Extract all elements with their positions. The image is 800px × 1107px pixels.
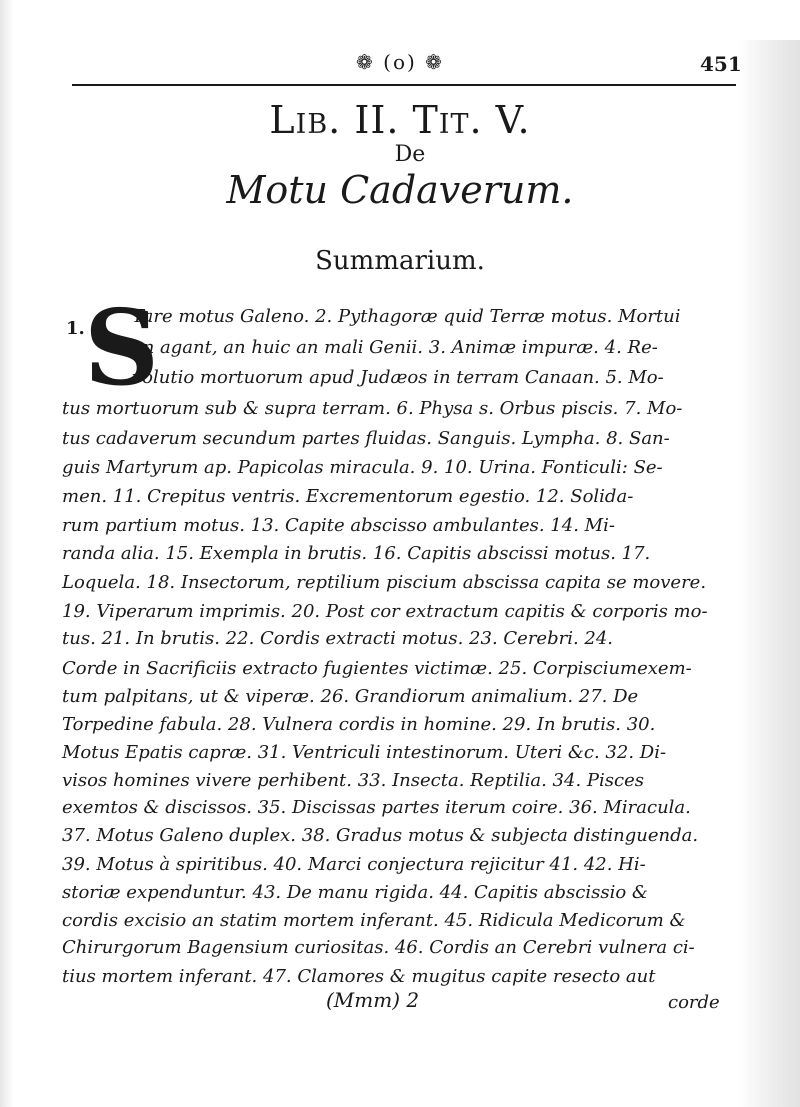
text-line: an agant, an huic an mali Genii. 3. Animæ impuræ. 4. Re-: [132, 337, 658, 358]
text-line: 37. Motus Galeno duplex. 38. Gradus motus & subjecta distinguenda.: [62, 825, 699, 846]
header-ornament: ❁ (o) ❁: [356, 50, 444, 74]
section-title: Lib. II. Tit. V.: [269, 98, 531, 142]
first-item-number: 1.: [66, 318, 85, 339]
page-number: 451: [700, 52, 742, 76]
text-line: 39. Motus à spiritibus. 40. Marci conjectura rejicitur 41. 42. Hi-: [62, 854, 646, 875]
text-line: randa alia. 15. Exempla in brutis. 16. Capitis abscissi motus. 17.: [62, 543, 651, 564]
text-line: tius mortem inferant. 47. Clamores & mugitus capite resecto aut: [62, 966, 656, 987]
text-line: Motus Epatis capræ. 31. Ventriculi intestinorum. Uteri &c. 32. Di-: [62, 742, 667, 763]
text-line: volutio mortuorum apud Judæos in terram Canaan. 5. Mo-: [132, 367, 664, 388]
header-rule: [72, 84, 736, 86]
text-line: 19. Viperarum imprimis. 20. Post cor extractum capitis & corporis mo-: [62, 601, 708, 622]
page-edge-shadow: [738, 40, 800, 1107]
page-binding-shadow: [0, 0, 14, 1107]
text-line: Loquela. 18. Insectorum, reptilium piscium abscissa capita se movere.: [62, 572, 707, 593]
text-line: tum palpitans, ut & viperæ. 26. Grandiorum animalium. 27. De: [62, 686, 639, 707]
drop-cap: S: [84, 286, 160, 409]
text-line: cordis excisio an statim mortem inferant. 45. Ridicula Medicorum &: [62, 910, 686, 931]
text-line: tus. 21. In brutis. 22. Cordis extracti motus. 23. Cerebri. 24.: [62, 628, 614, 649]
catchword: corde: [668, 992, 720, 1013]
summary-heading: Summarium.: [315, 246, 485, 276]
text-line: visos homines vivere perhibent. 33. Insecta. Reptilia. 34. Pisces: [62, 770, 644, 791]
signature-mark: (Mmm) 2: [326, 988, 420, 1012]
text-line: tus mortuorum sub & supra terram. 6. Physa s. Orbus piscis. 7. Mo-: [62, 398, 683, 419]
text-line: tus cadaverum secundum partes fluidas. Sanguis. Lympha. 8. San-: [62, 428, 670, 449]
section-subtitle: Motu Cadaverum.: [226, 168, 574, 212]
text-line: Torpedine fabula. 28. Vulnera cordis in homine. 29. In brutis. 30.: [62, 714, 656, 735]
title-connector: De: [394, 142, 426, 167]
text-line: rum partium motus. 13. Capite abscisso ambulantes. 14. Mi-: [62, 515, 615, 536]
text-line: men. 11. Crepitus ventris. Excrementorum egestio. 12. Solida-: [62, 486, 634, 507]
text-line: Tare motus Galeno. 2. Pythagoræ quid Terræ motus. Mortui: [132, 306, 681, 327]
text-line: storiæ expenduntur. 43. De manu rigida. 44. Capitis abscissio &: [62, 882, 648, 903]
text-line: exemtos & discissos. 35. Discissas partes iterum coire. 36. Miracula.: [62, 797, 691, 818]
text-line: Chirurgorum Bagensium curiositas. 46. Cordis an Cerebri vulnera ci-: [62, 937, 695, 958]
text-line: guis Martyrum ap. Papicolas miracula. 9. 10. Urina. Fonticuli: Se-: [62, 457, 663, 478]
text-line: Corde in Sacrificiis extracto fugientes victimæ. 25. Corpisciumexem-: [62, 658, 692, 679]
